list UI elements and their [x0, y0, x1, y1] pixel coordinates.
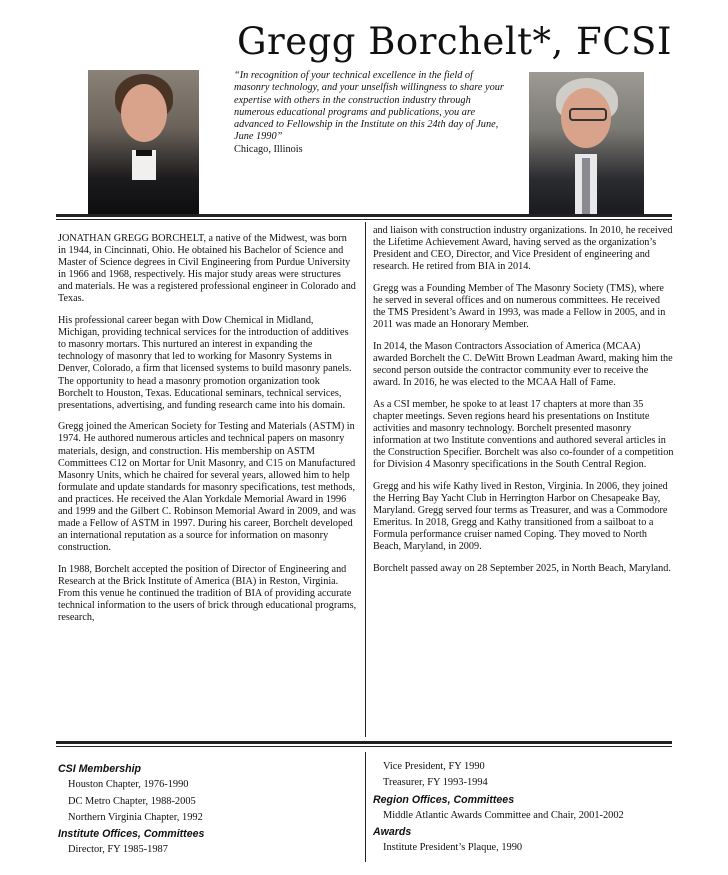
csi-membership-heading: CSI Membership [58, 763, 142, 775]
region-offices-heading: Region Offices, Committees [373, 793, 515, 806]
service-right-column [373, 759, 673, 857]
service-divider-thin [56, 746, 672, 747]
bio-paragraph: In 1988, Borchelt accepted the position of Director of Engineering and Research at the Brick Institute of America (BIA) in Reston, Virginia. From this venue he continued the tradition of BIA of providing accurate technical information to the users of brick through educational programs, research, [58, 563, 357, 624]
service-item: Director, FY 1985-1987 [68, 844, 168, 856]
fellowship-citation [234, 70, 504, 156]
service-divider [56, 741, 672, 744]
service-item: Northern Virginia Chapter, 1992 [68, 811, 203, 823]
portrait-photo-older [529, 72, 644, 215]
service-item: Houston Chapter, 1976-1990 [68, 779, 189, 791]
bio-paragraph: In 2014, the Mason Contractors Association of America (MCAA) awarded Borchelt the C. DeWitt Brown Leadman Award, making him the second person outside the contractor community ever to receive the award. In 2016, he was elected to the MCAA Hall of Fame. [373, 340, 673, 389]
biography-left-column [58, 233, 357, 634]
header-divider-thin [56, 219, 672, 220]
service-item: Middle Atlantic Awards Committee and Chair, 2001-2002 [383, 809, 624, 821]
service-item: Vice President, FY 1990 [383, 761, 485, 772]
service-left-column [58, 761, 358, 859]
bio-paragraph: JONATHAN GREGG BORCHELT, a native of the Midwest, was born in 1944, in Cincinnati, Ohio. He obtained his Bachelor of Science and Master of Science degrees in Civil Engineering from Purdue University in 1966 and 1968, respectively. His major study areas were structures and materials. He was a registered professional engineer in Colorado and Texas. [58, 233, 356, 305]
bio-paragraph: Gregg was a Founding Member of The Masonry Society (TMS), where he served in several offices and on numerous committees. He received the TMS President’s Award in 1993, was made a Fellow in 2005, and in 2011 was made an Honorary Member. [373, 282, 666, 331]
bio-paragraph: Borchelt passed away on 28 September 2025, in North Beach, Maryland. [373, 562, 671, 574]
bio-paragraph: As a CSI member, he spoke to at least 17 chapters at more than 35 chapter meetings. Seven regions heard his presentations on Institute activities and masonry technology. Borchelt presented masonry information at two Institute conventions and authored several articles in the Construction Specifier. Borchelt was also co-founder of a competition for Division 4 Masonry specifications in the South Central Region. [373, 398, 674, 471]
service-column-divider [365, 752, 366, 862]
institute-offices-heading: Institute Offices, Committees [58, 828, 205, 841]
page-title: Gregg Borchelt*, FCSI [236, 20, 672, 63]
column-divider [365, 222, 366, 737]
bio-paragraph: His professional career began with Dow Chemical in Midland, Michigan, providing technical services for the introduction of additives to masonry mortars. This nurtured an interest in expanding the technology of masonry that led to working for Masonry Systems in Denver, Colorado, a firm that licensed systems to build masonry panels. The opportunity to head a masonry promotion organization took Borchelt to Houston, Texas. Educational seminars, technical services, presentations, advertising, and funding research came into his domain. [58, 315, 352, 411]
service-item: Treasurer, FY 1993-1994 [383, 777, 488, 789]
biography-right-column [373, 225, 674, 584]
service-item: DC Metro Chapter, 1988-2005 [68, 795, 196, 807]
awards-heading: Awards [373, 826, 412, 839]
citation-location: Chicago, Illinois [234, 143, 303, 155]
portrait-photo-young [88, 70, 199, 215]
bio-paragraph: Gregg joined the American Society for Testing and Materials (ASTM) in 1974. He authored numerous articles and technical papers on masonry materials, design, and construction. His membership on ASTM Committees C12 on Mortar for Unit Masonry, and C15 on Manufactured Masonry Units, which he chaired for several years, allowed him to help formulate and update standards for masonry specifications, test methods, and practices. He received the Alan Yorkdale Memorial Award in 1996 and 1999 and the Gilbert C. Robinson Memorial Award in 2009, and was made a Fellow of ASTM in 1997. During his career, Borchelt developed an international reputation as a source for information on masonry construction. [58, 421, 356, 554]
bio-paragraph: and liaison with construction industry organizations. In 2010, he received the Lifetime Achievement Award, having served as the organization’s President and CEO, Director, and Vice President of engineering and research. He retired from BIA in 2014. [373, 225, 673, 273]
citation-text: “In recognition of your technical excellence in the field of masonry technology, and your unselfish willingness to share your expertise with others in the construction industry through numerous educational programs and publications, you are advanced to Fellowship in the Institute on this 24th day of June, June 1990” [234, 70, 504, 143]
bio-paragraph: Gregg and his wife Kathy lived in Reston, Virginia. In 2006, they joined the Herring Bay Yacht Club in Herrington Harbor on Chesapeake Bay, Maryland. Gregg served four terms as Treasurer, and was a Commodore Emeritus. In 2018, Gregg and Kathy transitioned from a sailboat to a Formula performance cruiser named Coping. They moved to North Beach, Maryland, in 2009. [373, 480, 668, 553]
header-divider [56, 214, 672, 217]
service-item: Institute President’s Plaque, 1990 [383, 842, 523, 854]
